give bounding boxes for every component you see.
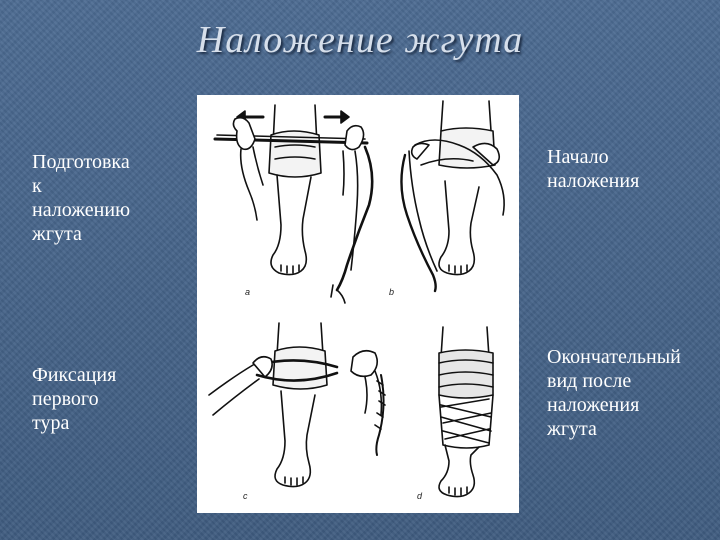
- caption-final-view: [547, 345, 717, 441]
- tourniquet-drawing: [197, 95, 519, 513]
- caption-line: тура: [32, 412, 70, 434]
- caption-preparation: [32, 150, 192, 246]
- caption-line: жгута: [547, 418, 597, 440]
- panel-label-d: d: [417, 491, 423, 501]
- caption-line: наложения: [547, 170, 640, 192]
- panel-label-a: a: [245, 287, 251, 297]
- panel-label-b: b: [389, 287, 395, 297]
- caption-line: Окончательный: [547, 346, 681, 368]
- caption-line: наложения: [547, 394, 640, 416]
- caption-first-turn-fixation: [32, 363, 192, 435]
- slide-title: Наложение жгута: [196, 19, 524, 61]
- caption-line: Начало: [547, 146, 609, 168]
- caption-line: к: [32, 175, 42, 197]
- panel-label-c: c: [243, 491, 248, 501]
- tourniquet-illustration: [197, 95, 519, 513]
- caption-line: Фиксация: [32, 364, 117, 386]
- panel-b-start: [389, 101, 504, 297]
- caption-start-application: [547, 145, 717, 193]
- panel-a-preparation: [215, 105, 372, 303]
- caption-line: наложению: [32, 199, 131, 221]
- caption-line: жгута: [32, 223, 82, 245]
- panel-d-final: [417, 327, 493, 501]
- caption-line: вид после: [547, 370, 632, 392]
- panel-c-fixation: [209, 323, 385, 501]
- caption-line: первого: [32, 388, 99, 410]
- caption-line: Подготовка: [32, 151, 130, 173]
